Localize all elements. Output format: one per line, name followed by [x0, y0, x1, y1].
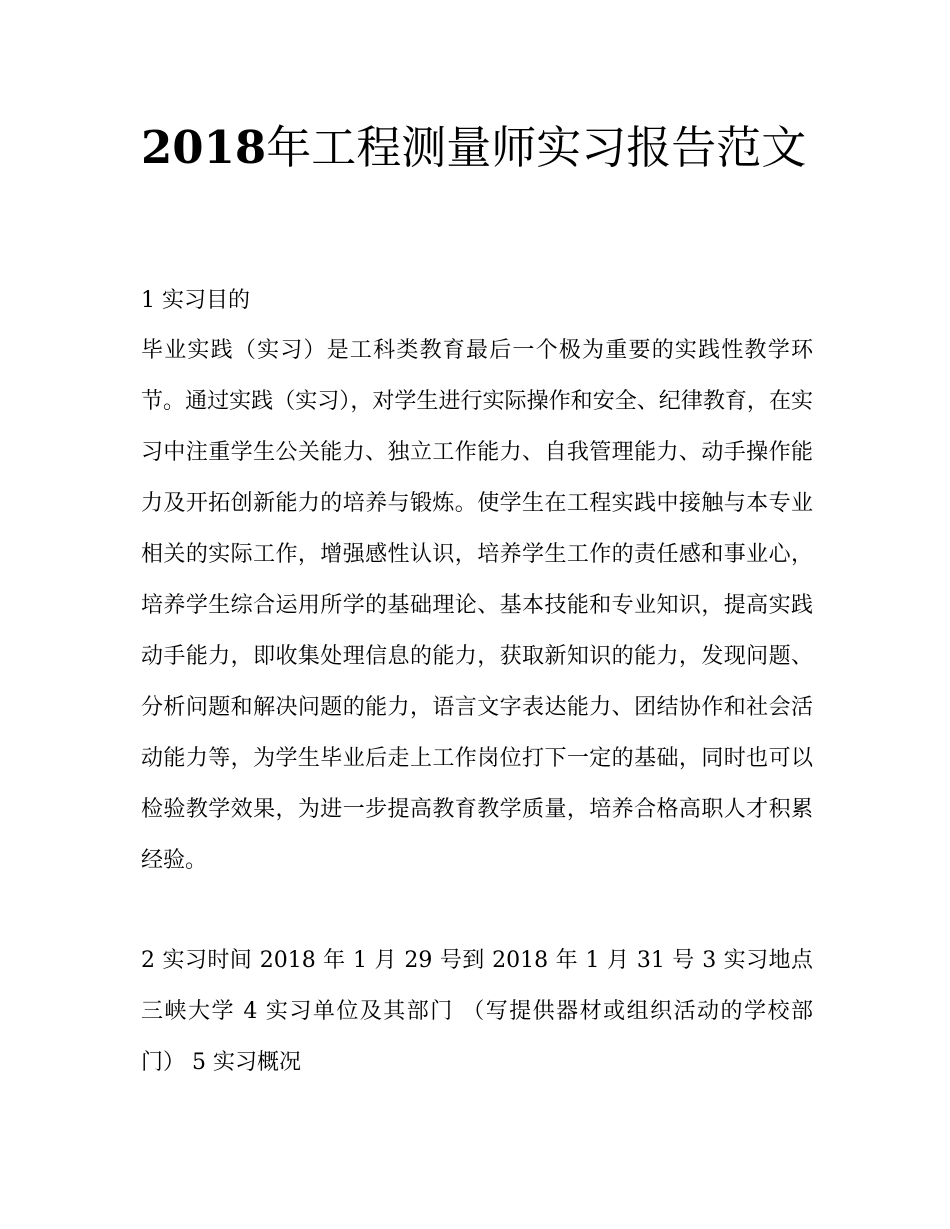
title-text: 年工程测量师实习报告范文 [266, 121, 807, 174]
title-year: 2018 [141, 121, 267, 174]
paragraph-internship-details: 2 实习时间 2018 年 1 月 29 号到 2018 年 1 月 31 号 3 实习地点 三峡大学 4 实习单位及其部门 （写提供器材或组织活动的学校部门） 5 实习概况 [141, 948, 813, 1075]
paragraph-internship-purpose: 毕业实践（实习）是工科类教育最后一个极为重要的实践性教学环节。通过实践（实习），对学生进行实际操作和安全、纪律教育，在实习中注重学生公关能力、独立工作能力、自我管理能力、动手操作能力及开拓创新能力的培养与锻炼。使学生在工程实践中接触与本专业相关的实际工作，增强感性认识，培养学生工作的责任感和事业心，培养学生综合运用所学的基础理论、基本技能和专业知识，提高实践动手能力，即收集处理信息的能力，获取新知识的能力，发现问题、分析问题和解决问题的能力，语言文字表达能力、团结协作和社会活动能力等，为学生毕业后走上工作岗位打下一定的基础，同时也可以检验教学效果，为进一步提高教育教学质量，培养合格高职人才积累经验。 [141, 338, 813, 873]
document-title [141, 108, 813, 188]
section-heading-internship-purpose: 1 实习目的 [141, 288, 250, 313]
